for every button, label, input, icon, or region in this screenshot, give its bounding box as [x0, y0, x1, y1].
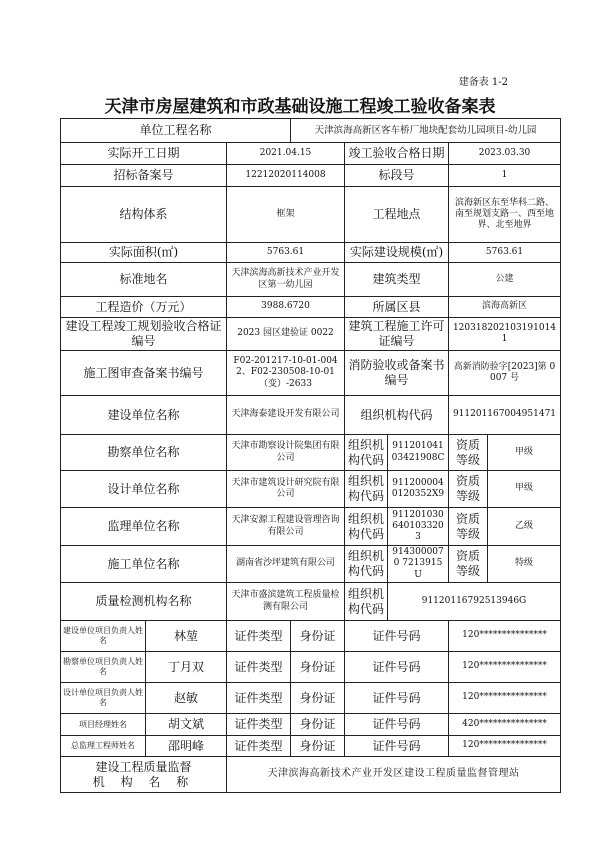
drawing-review-value: F02-201217-10-01-0042、F02-230508-10-01（变）-2633 [227, 351, 345, 396]
id-no-value: 120*************** [449, 621, 561, 652]
id-type-value: 身份证 [291, 621, 345, 652]
id-type-label: 证件类型 [227, 621, 291, 652]
person-name: 邵明峰 [146, 736, 227, 757]
supervision-agency-label-line2: 机 构 名 称 [92, 774, 195, 789]
row-builder-unit [61, 546, 561, 583]
row-area [61, 243, 561, 263]
design-org-label: 组织机构代码 [345, 471, 388, 508]
row-supervision-agency [61, 757, 561, 793]
supervision-agency-value: 天津滨海高新技术产业开发区建设工程质量监督管理站 [227, 757, 561, 793]
design-unit-label: 设计单位名称 [61, 471, 227, 508]
supervision-unit-label: 监理单位名称 [61, 508, 227, 546]
structure-value: 框架 [227, 187, 345, 243]
row-construction-unit [61, 396, 561, 435]
id-no-label: 证件号码 [345, 683, 449, 714]
id-type-label: 证件类型 [227, 683, 291, 714]
section-no-label: 标段号 [345, 165, 449, 187]
district-value: 滨海高新区 [449, 297, 561, 318]
id-type-value: 身份证 [291, 714, 345, 736]
unit-project-value: 天津滨海高新区客车桥厂地块配套幼儿园项目-幼儿园 [291, 119, 561, 143]
person-row [61, 652, 561, 683]
id-no-value: 120*************** [449, 683, 561, 714]
row-survey-unit [61, 435, 561, 471]
start-date-label: 实际开工日期 [61, 143, 227, 165]
supervision-org-code: 9112010306401033203 [388, 508, 449, 546]
person-name: 赵敏 [146, 683, 227, 714]
drawing-review-label: 施工图审查备案书编号 [61, 351, 227, 396]
supervision-agency-label-line1: 建设工程质量监督 [95, 759, 192, 774]
builder-org-code: 9143000070 7213915U [388, 546, 449, 583]
standard-name-label: 标准地名 [61, 263, 227, 297]
form-code: 建备表 1-2 [458, 77, 508, 88]
survey-org-code: 91120104103421908C [388, 435, 449, 471]
person-role: 总监理工程师姓名 [61, 736, 146, 757]
id-no-label: 证件号码 [345, 714, 449, 736]
testing-org-label: 组织机构代码 [345, 583, 388, 621]
testing-unit-value: 天津市盛滨建筑工程质量检测有限公司 [227, 583, 345, 621]
testing-org-code: 91120116792513946G [388, 583, 561, 621]
builder-grade-label: 资质等级 [449, 546, 488, 583]
location-label: 工程地点 [345, 187, 449, 243]
person-role: 项目经理姓名 [61, 714, 146, 736]
person-row [61, 736, 561, 757]
design-org-code: 9112000040120352X9 [388, 471, 449, 508]
id-no-value: 120*************** [449, 736, 561, 757]
record-table [60, 118, 561, 793]
row-standard-name [61, 263, 561, 297]
bid-record-value: 12212020114008 [227, 165, 345, 187]
planning-cert-label: 建设工程竣工规划验收合格证编号 [61, 318, 227, 351]
row-cost [61, 297, 561, 318]
row-supervision-unit [61, 508, 561, 546]
construction-unit-label: 建设单位名称 [61, 396, 227, 435]
row-reviews [61, 351, 561, 396]
supervision-org-label: 组织机构代码 [345, 508, 388, 546]
id-type-label: 证件类型 [227, 714, 291, 736]
person-name: 丁月双 [146, 652, 227, 683]
design-grade-label: 资质等级 [449, 471, 488, 508]
start-date-value: 2021.04.15 [227, 143, 345, 165]
cost-value: 3988.6720 [227, 297, 345, 318]
person-role: 设计单位项目负责人姓名 [61, 683, 146, 714]
structure-label: 结构体系 [61, 187, 227, 243]
supervision-agency-label [61, 757, 227, 793]
construction-unit-value: 天津海泰建设开发有限公司 [227, 396, 345, 435]
actual-scale-label: 实际建设规模(㎡) [345, 243, 449, 263]
id-type-label: 证件类型 [227, 652, 291, 683]
construction-org-code: 91120116700495147​1 [449, 396, 561, 435]
building-type-value: 公建 [449, 263, 561, 297]
acceptance-date-value: 2023.03.30 [449, 143, 561, 165]
row-unit-project [61, 119, 561, 143]
person-row [61, 683, 561, 714]
actual-area-value: 5763.61 [227, 243, 345, 263]
builder-unit-label: 施工单位名称 [61, 546, 227, 583]
location-value: 滨海新区东至华科二路、南至规划支路一、西至地界、北至地界 [449, 187, 561, 243]
person-row [61, 714, 561, 736]
acceptance-date-label: 竣工验收合格日期 [345, 143, 449, 165]
supervision-grade: 乙级 [488, 508, 561, 546]
fire-record-label: 消防验收或备案书编号 [345, 351, 449, 396]
id-no-label: 证件号码 [345, 736, 449, 757]
id-type-value: 身份证 [291, 652, 345, 683]
person-name: 林堃 [146, 621, 227, 652]
design-unit-value: 天津市建筑设计研究院有限公司 [227, 471, 345, 508]
id-no-value: 420*************** [449, 714, 561, 736]
row-certs [61, 318, 561, 351]
id-type-label: 证件类型 [227, 736, 291, 757]
id-type-value: 身份证 [291, 736, 345, 757]
id-no-label: 证件号码 [345, 621, 449, 652]
fire-record-value: 高新消防验字[2023]第 0007 号 [449, 351, 561, 396]
id-no-label: 证件号码 [345, 652, 449, 683]
person-row [61, 621, 561, 652]
actual-scale-value: 5763.61 [449, 243, 561, 263]
builder-grade: 特级 [488, 546, 561, 583]
survey-grade: 甲级 [488, 435, 561, 471]
building-type-label: 建筑类型 [345, 263, 449, 297]
permit-label: 建筑工程施工许可证编号 [345, 318, 449, 351]
section-no-value: 1 [449, 165, 561, 187]
unit-project-label: 单位工程名称 [61, 119, 291, 143]
actual-area-label: 实际面积(㎡) [61, 243, 227, 263]
survey-org-label: 组织机构代码 [345, 435, 388, 471]
person-name: 胡文斌 [146, 714, 227, 736]
row-structure [61, 187, 561, 243]
supervision-grade-label: 资质等级 [449, 508, 488, 546]
builder-unit-value: 湖南省沙坪建筑有限公司 [227, 546, 345, 583]
survey-grade-label: 资质等级 [449, 435, 488, 471]
builder-org-label: 组织机构代码 [345, 546, 388, 583]
bid-record-label: 招标备案号 [61, 165, 227, 187]
standard-name-value: 天津滨海高新技术产业开发区第一幼儿园 [227, 263, 345, 297]
permit-value: 120318202103191014​1 [449, 318, 561, 351]
row-design-unit [61, 471, 561, 508]
planning-cert-value: 2023 园区建验证 0022 [227, 318, 345, 351]
person-role: 勘察单位项目负责人姓名 [61, 652, 146, 683]
id-type-value: 身份证 [291, 683, 345, 714]
row-dates [61, 143, 561, 165]
survey-unit-value: 天津市勘察设计院集团有限公司 [227, 435, 345, 471]
construction-org-label: 组织机构代码 [345, 396, 449, 435]
design-grade: 甲级 [488, 471, 561, 508]
row-testing-unit [61, 583, 561, 621]
row-bid [61, 165, 561, 187]
page-title: 天津市房屋建筑和市政基础设施工程竣工验收备案表 [104, 97, 496, 117]
supervision-unit-value: 天津安源工程建设管理咨询有限公司 [227, 508, 345, 546]
cost-label: 工程造价（万元） [61, 297, 227, 318]
survey-unit-label: 勘察单位名称 [61, 435, 227, 471]
person-role: 建设单位项目负责人姓名 [61, 621, 146, 652]
id-no-value: 120*************** [449, 652, 561, 683]
testing-unit-label: 质量检测机构名称 [61, 583, 227, 621]
district-label: 所属区县 [345, 297, 449, 318]
